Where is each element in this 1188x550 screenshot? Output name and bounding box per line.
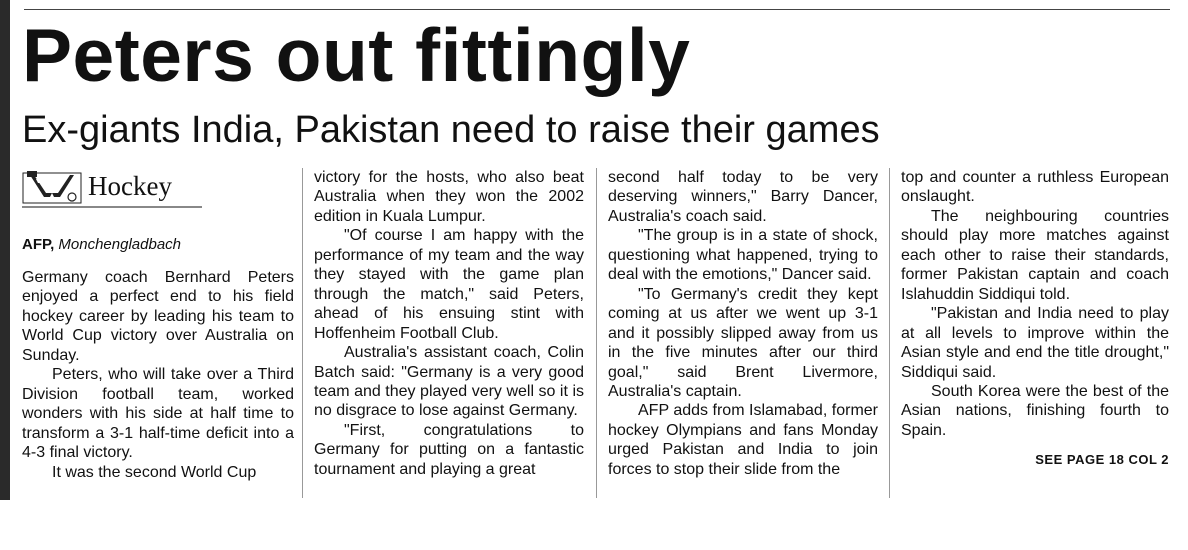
paragraph: Peters, who will take over a Third Division football team, worked wonders with his side at half time to transform a 3-1 half-time deficit into a 4-3 final victory.: [22, 366, 294, 462]
column-divider: [596, 168, 597, 498]
article-column-3: [608, 168, 878, 498]
paragraph: "First, congratulations to Germany for putting on a fantastic tournament and playing a great: [314, 421, 584, 478]
paragraph: The neighbouring countries should play more matches against each other to raise their standards, former Pakistan captain and coach Islahuddin Siddiqui told.: [901, 207, 1169, 303]
column-divider: [889, 168, 890, 498]
hockey-sticks-icon: [22, 169, 84, 205]
headline: Peters out fittingly: [22, 13, 691, 97]
section-label-text: Hockey: [88, 171, 172, 202]
article-column-1: [22, 168, 294, 498]
section-label: [22, 168, 202, 208]
continued-on-page-link[interactable]: SEE PAGE 18 COL 2: [1035, 452, 1169, 468]
article-column-4: [901, 168, 1169, 498]
article-column-2: [314, 168, 584, 498]
paragraph: It was the second World Cup: [52, 463, 257, 481]
left-margin-bar: [0, 0, 10, 500]
paragraph: Germany coach Bernhard Peters enjoyed a perfect end to his field hockey career by leading his team to World Cup victory over Australia on Sunday.: [22, 269, 294, 364]
paragraph: "The group is in a state of shock, questioning what happened, trying to deal with the emotions," Dancer said.: [608, 227, 878, 284]
dateline-place: Monchengladbach: [58, 236, 181, 253]
paragraph: Australia's assistant coach, Colin Batch said: "Germany is a very good team and they played very well so it is no disgrace to lose against Germany.: [314, 344, 584, 420]
paragraph: AFP adds from Islamabad, former hockey Olympians and fans Monday urged Pakistan and India to join forces to stop their slide from the: [608, 402, 878, 478]
dateline-agency: AFP,: [22, 236, 55, 253]
paragraph: "To Germany's credit they kept coming at us after we went up 3-1 and it possibly slipped away from us in the five minutes after our third goal," said Brent Livermore, Australia's captain.: [608, 285, 878, 400]
paragraph: "Pakistan and India need to play at all levels to improve within the Asian style and end the title drought," Siddiqui said.: [901, 305, 1169, 381]
paragraph: "Of course I am happy with the performance of my team and the way they stayed with the game plan through the match," said Peters, ahead of his ensuing stint with Hoffenheim Football Club.: [314, 227, 584, 342]
column-divider: [302, 168, 303, 498]
paragraph: top and counter a ruthless European onslaught.: [901, 169, 1169, 206]
subheadline: Ex-giants India, Pakistan need to raise their games: [22, 109, 880, 151]
dateline: [22, 236, 294, 254]
paragraph: second half today to be very deserving winners," Barry Dancer, Australia's coach said.: [608, 169, 878, 225]
paragraph: victory for the hosts, who also beat Australia when they won the 2002 edition in Kuala Lumpur.: [314, 169, 584, 225]
paragraph: South Korea were the best of the Asian nations, finishing fourth to Spain.: [901, 382, 1169, 439]
